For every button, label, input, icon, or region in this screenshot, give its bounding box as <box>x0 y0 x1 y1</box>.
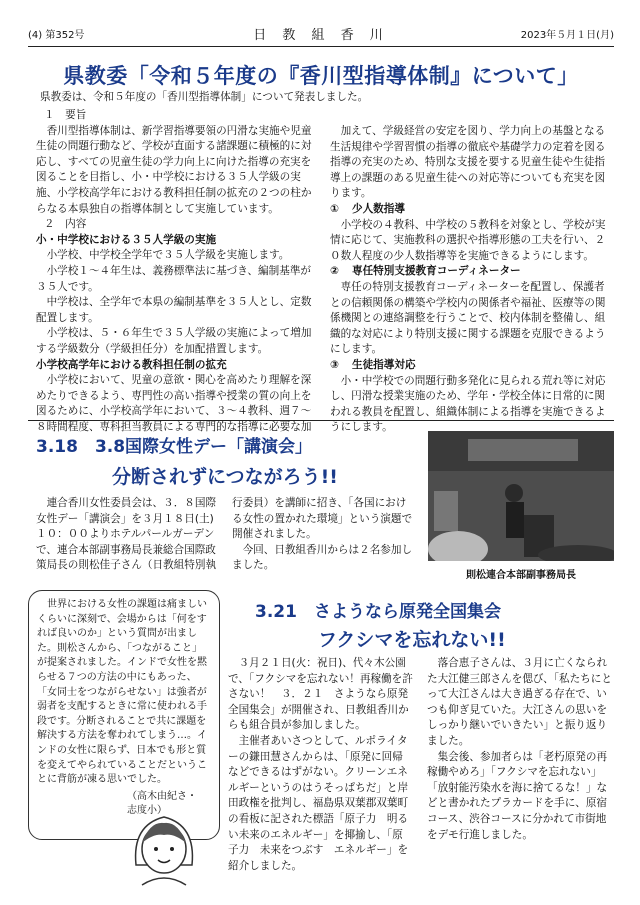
measure-3-body: 小・中学校での問題行動多発化に見られる荒れ等に対応し、円滑な授業実施のため、学年・学校全体に日常的に関われる教員を配置し、組織体制による指導を実施できるようにします。 <box>330 374 606 434</box>
section2-paragraph: 加えて、学級経営の安定を図り、学力向上の基盤となる生活規律や学習習慣の指導の徹底や基礎学力の定着を図る指導の充実のため、特別な支援を要する児童生徒や生徒指導上の課題のある児童生徒への対応等についても充実を図ります。 <box>330 125 606 200</box>
comment-text: 世界における女性の課題は痛ましいくらいに深刻で、会場からは「何をすれば良いのか」という質問が出ました。則松さんから、「つながること」が提案されました。インドで女性を黙らせる７つの方法の中にもあった、「女同士をつながらせない」は強者が弱者を支配するときに常に使われる手段です。分断されることで共に課題を解決する方法を奪われてしまう…。インドの女性に限らず、日本でも形と質を変えてやられていることだということに背筋が凍る思いでした。 <box>37 599 207 786</box>
article1-lead: 県教委は、令和５年度の「香川型指導体制」について発表しました。 <box>40 91 369 103</box>
photo-caption: 則松連合本部副事務局長 <box>466 570 576 581</box>
article3-paragraph: 落合恵子さんは、３月に亡くなられた大江健三郎さんを偲び、「私たちにとって大江さんは大き過ぎる存在で、いつも仰ぎ見ていた。大江さんの思いをしっかり継いでいきたい」と振り返りました。 <box>427 657 612 747</box>
measure-2-heading: ② 専任特別支援教育コーディネーター <box>330 265 521 278</box>
section2-heading: ２ 内容 <box>44 218 87 231</box>
page-header <box>28 22 614 44</box>
section2-subheading-subject: 小学校高学年における教科担任制の拡充 <box>36 358 227 371</box>
section-divider <box>28 420 614 421</box>
measure-3-heading: ③ 生徒指導対応 <box>330 358 416 371</box>
article3-paragraph: 主催者あいさつとして、ルポライターの鎌田慧さんからは、「原発に回帰などできるはずがない。クリーンエネルギーというのはうそっぱちだ」と岸田政権を批判し、福島県双葉郡双葉町の看板に記された標語「原子力 明るい未来のエネルギー」を揶揄し、「原子力 未来をつぶす エネルギー」を紹介しました。 <box>228 734 409 872</box>
speaker-photo <box>428 431 614 561</box>
article3-title-line2: フクシマを忘れない!! <box>318 629 506 651</box>
article3-body <box>228 656 612 884</box>
section2-subheading-35: 小・中学校における３５人学級の実施 <box>36 233 217 246</box>
measure-1-heading: ① 少人数指導 <box>330 202 405 215</box>
comment-bubble <box>28 590 220 840</box>
article3-title-line1: 3.21 さようなら原発全国集会 <box>255 602 501 622</box>
measure-1-body: 小学校の４教科、中学校の５教科を対象とし、学校が実情に応じて、実施教科の選択や指導形態の工夫を行い、２０数人程度の少人数指導等を実施できるようにします。 <box>330 218 606 262</box>
section2-paragraph: 小学校において、児童の意欲・関心を高めたり理解を深めたりできるよう、専門性の高い指導や授業の質の向上を図るために、小学校高学年において、３～４教科、週７～８時間程度、専科担当教員による専門的な指導に必要な加 <box>36 374 312 433</box>
section1-heading: １ 要旨 <box>44 109 87 121</box>
article3-paragraph: ３月２１日(火：祝日)、代々木公園で、「フクシマを忘れない！再稼働を許さない！ ３．２１ さようなら原発全国集会」が開催され、日教組香川からも組合員が参加しました。 <box>228 657 413 732</box>
section1-body: 香川型指導体制は、新学習指導要領の円滑な実施や児童生徒の問題行動など、学校が直面する諸課題に積極的に対応し、すべての児童生徒の学力向上に向けた指導の充実を図ることを目指し、小・中学校における３５人学級の実施、小学校高学年における教科担任制の拡充の２つの柱からなる本県独自の指導体制として実施しています。 <box>36 124 312 215</box>
newspaper-name: 日 教 組 香 川 <box>253 28 389 43</box>
article3-paragraph: 集会後、参加者らは「老朽原発の再稼働やめろ」「フクシマを忘れない」「放射能汚染水を海に捨てるな！」などと書かれたプラカードを手に、原宿コース、渋谷コースに分かれて市街地をデモ行進しました。 <box>427 750 608 841</box>
measure-2-body: 専任の特別支援教育コーディネーターを配置し、保護者との信頼関係の構築や学校内の関係者や福祉、医療等の関係機関との連絡調整を行うことで、校内体制を整備し、組織的な対応により特別支援に関する課題を克服できるようにします。 <box>330 280 606 356</box>
section2-paragraph: 小学校１～４年生は、義務標準法に基づき、編制基準が３５人です。 <box>36 264 312 293</box>
article2-paragraph: 今回、日教組香川からは２名参加しました。 <box>232 543 413 572</box>
illustration-face <box>128 805 200 887</box>
article2-body <box>36 496 416 592</box>
article1-left-column <box>36 108 318 435</box>
section2-paragraph: 小学校は、５・６年生で３５人学級の実施によって増加する学級数分（学級担任分）を加配措置します。 <box>36 327 312 355</box>
article1-right-column <box>330 108 610 436</box>
section2-paragraph: 中学校は、全学年で本県の編制基準を３５人とし、定数配置します。 <box>36 296 312 324</box>
article2-title-line1: 3.18 3.8国際女性デー「講演会」 <box>36 437 313 457</box>
header-rule <box>28 46 614 47</box>
comment-signature: （高木由紀さ・志度小） <box>127 790 197 817</box>
article1-title: 県教委「令和５年度の『香川型指導体制』について」 <box>63 64 579 88</box>
article2-paragraph: 連合香川女性委員会は、３．８国際女性デー「講演会」を３月１８日(土)１０：００よりホテルパールガーデンで、連合本部副事務局長兼総合国際政策局長の則松佳子さん（日教組特別執行委員）を講師に招き、「各国における女性の置かれた環境」という演題で開催されました。 <box>36 497 413 572</box>
issue-number: (4) 第352号 <box>28 30 85 41</box>
issue-date: 2023年５月１日(月) <box>520 30 614 41</box>
section2-paragraph: 小学校、中学校全学年で３５人学級を実施します。 <box>46 249 290 262</box>
article2-title-line2: 分断されずにつながろう!! <box>112 466 338 488</box>
